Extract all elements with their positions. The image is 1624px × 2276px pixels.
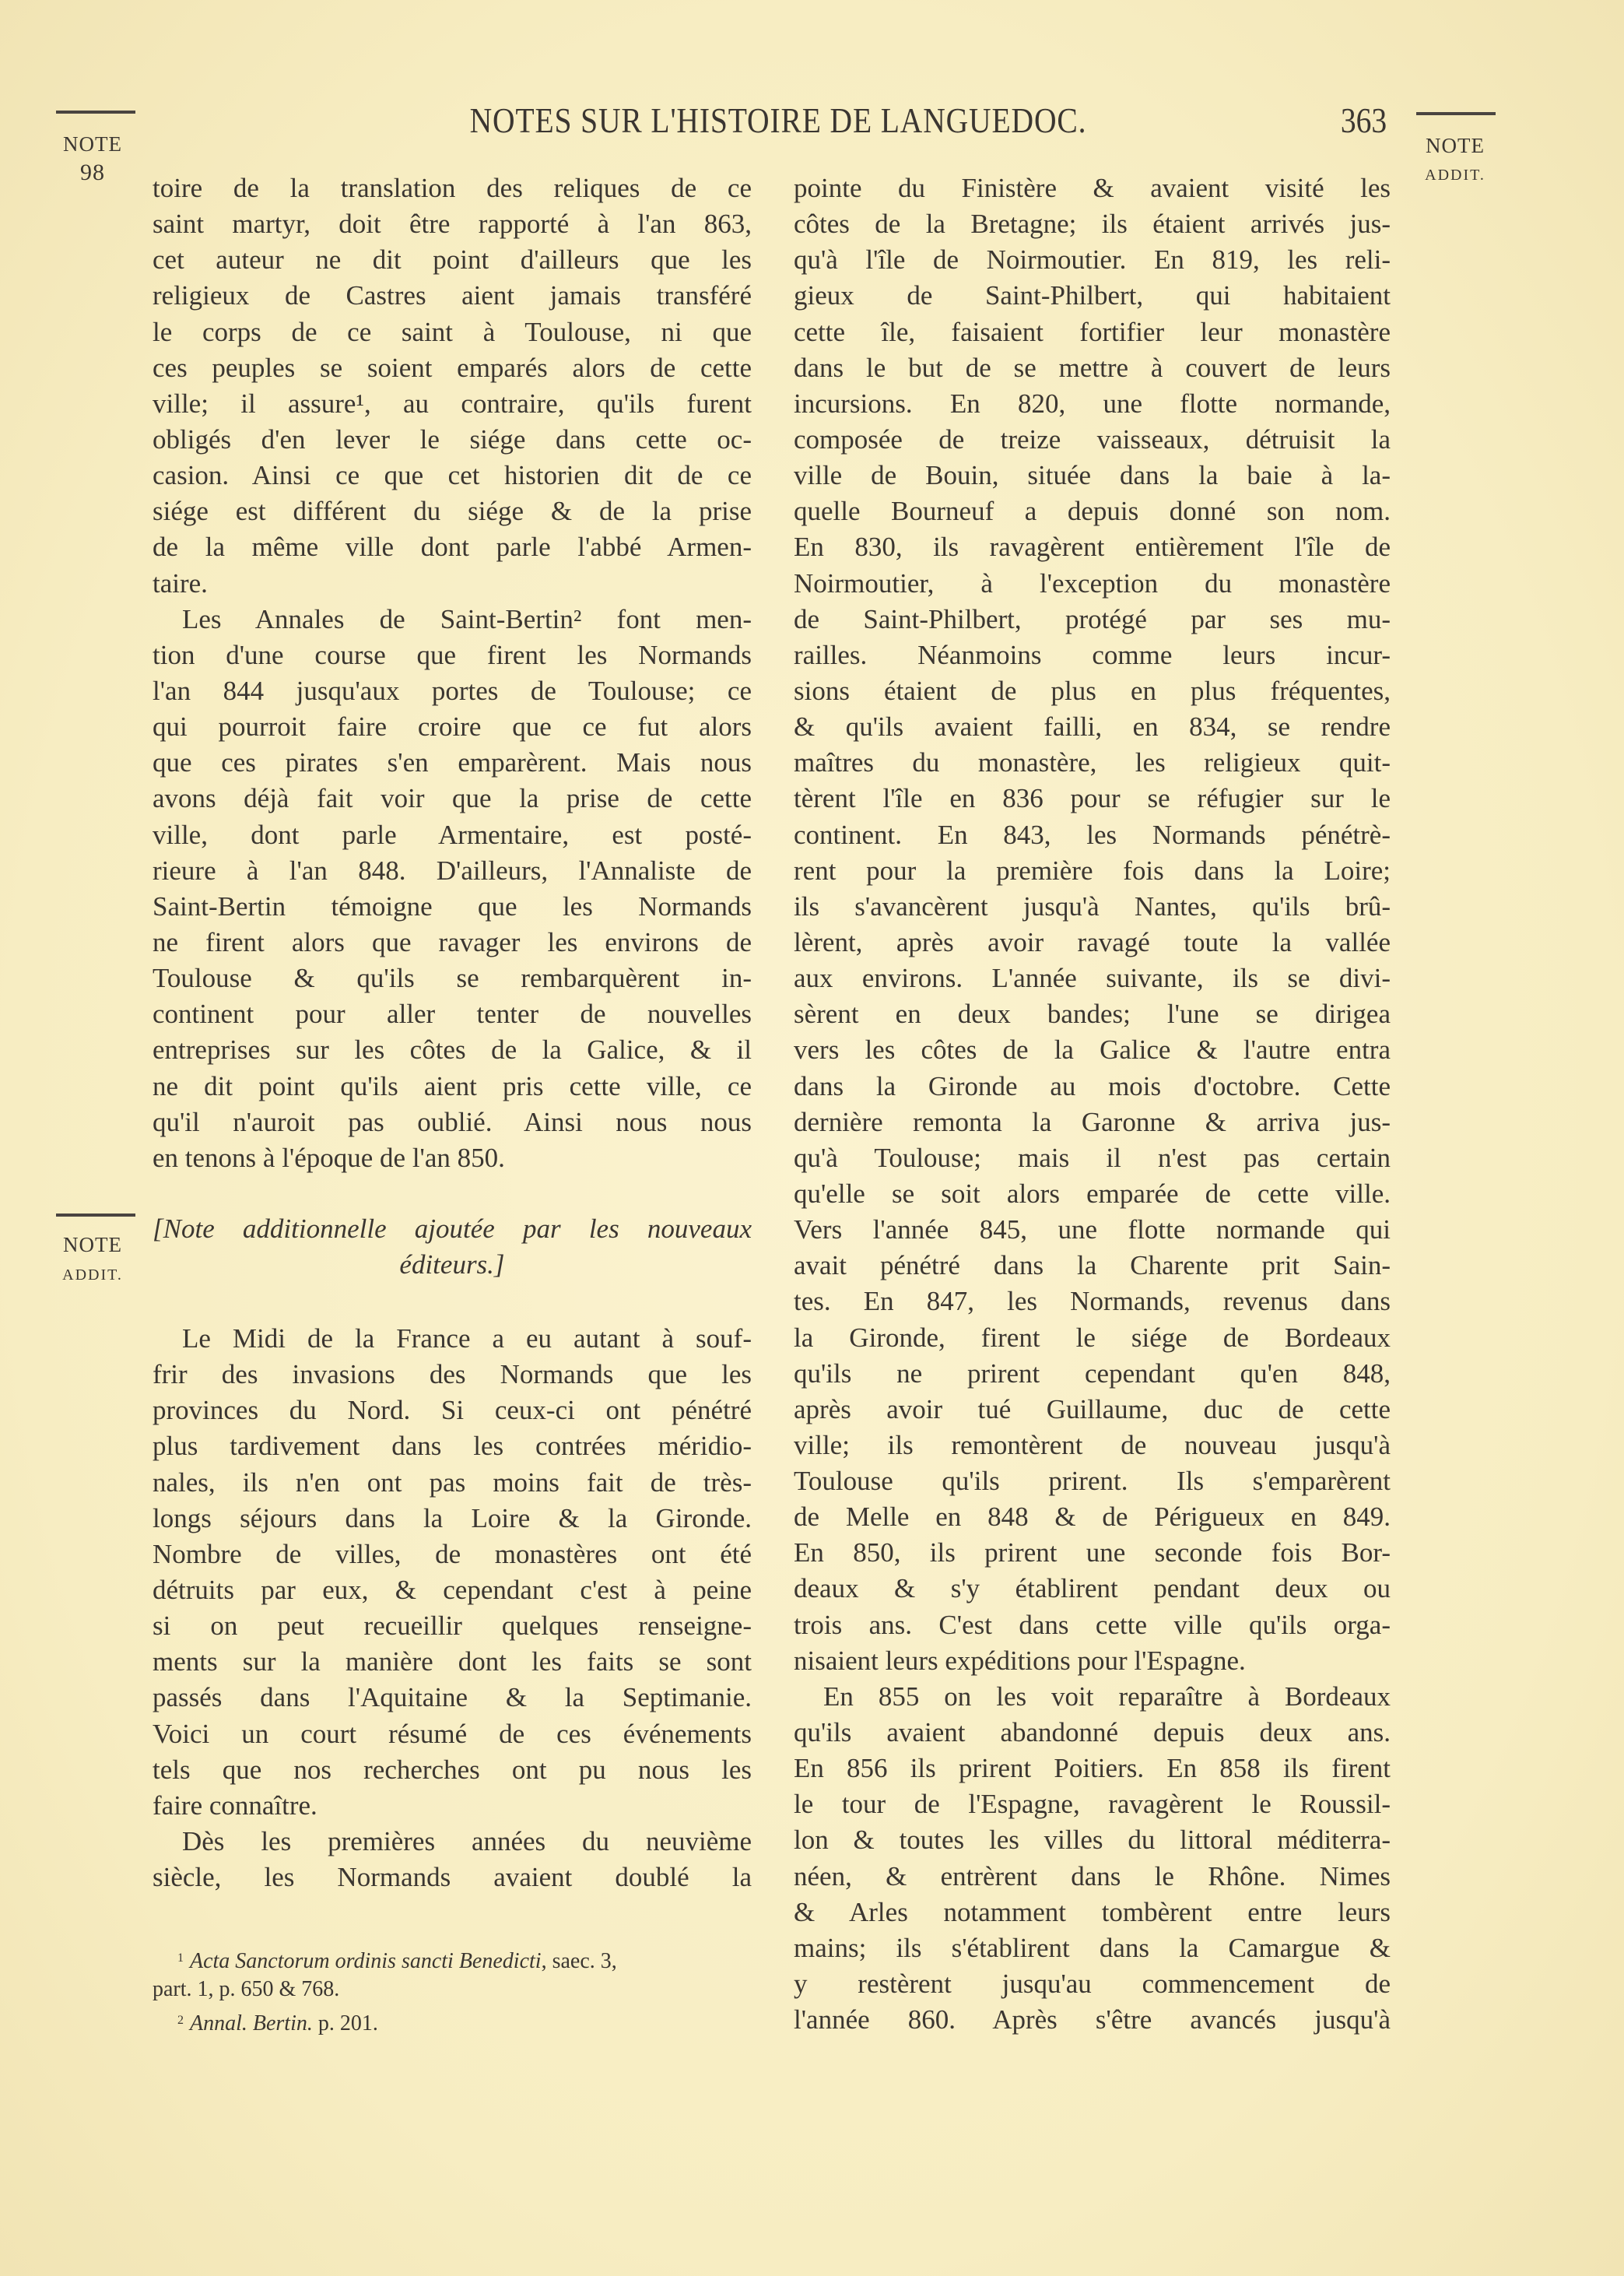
text-line: gieux de Saint-Philbert, qui habitaient [794,280,1391,311]
text-line: sèrent en deux bandes; l'une se dirigea [794,999,1391,1030]
footnote-mark: 2 [177,2014,184,2027]
text-line: ville; ils remontèrent de nouveau jusqu'à [794,1429,1391,1460]
text-line: & Arles notamment tombèrent entre leurs [794,1896,1391,1927]
text-line: vers les côtes de la Galice & l'autre entra [794,1034,1391,1066]
text-line: siége est différent du siége & de la prise [153,496,752,527]
text-line: cet auteur ne dit point d'ailleurs que les [153,244,752,276]
text-line: lon & toutes les villes du littoral méditerra- [794,1825,1391,1856]
text-line: En 830, ils ravagèrent entièrement l'île de [794,532,1391,563]
text-line: qu'ils ne prirent cependant qu'en 848, [794,1358,1391,1389]
footnotes [153,1943,752,2036]
running-head-title: NOTES SUR L'HISTOIRE DE LANGUEDOC. [469,100,1087,140]
heading-line: éditeurs.] [399,1249,505,1280]
text-line: tes. En 847, les Normands, revenus dans [794,1286,1391,1317]
text-line: toire de la translation des reliques de ce [153,173,752,203]
text-line: taire. [153,567,208,599]
text-line: ville; il assure¹, au contraire, qu'ils furent [153,388,752,419]
text-line: continent pour aller tenter de nouvelles [153,999,752,1030]
text-line: qu'il n'auroit pas oublié. Ainsi nous nous [153,1106,752,1137]
text-line: ne firent alors que ravager les environs de [153,926,752,957]
text-line: l'année 860. Après s'être avancés jusqu'à [794,2004,1391,2035]
text-line: l'an 844 jusqu'aux portes de Toulouse; ce [153,675,752,706]
text-line: siècle, les Normands avaient doublé la [153,1862,752,1893]
text-line: Le Midi de la France a eu autant à souf- [182,1323,752,1354]
text-line: Vers l'année 845, une flotte normande qui [794,1214,1391,1245]
text-line: y restèrent jusqu'au commencement de [794,1969,1391,2000]
text-line: le tour de l'Espagne, ravagèrent le Roussil- [794,1789,1391,1820]
text-line: Voici un court résumé de ces événements [153,1718,752,1749]
text-line: provinces du Nord. Si ceux-ci ont pénétré [153,1395,752,1426]
text-line: après avoir tué Guillaume, duc de cette [794,1393,1391,1424]
margin-rule [56,1214,135,1217]
text-line: pointe du Finistère & avaient visité les [794,173,1391,203]
footnote-title: Acta Sanctorum ordinis sancti Benedicti [190,1949,542,1973]
text-line: néen, & entrèrent dans le Rhône. Nimes [794,1860,1391,1891]
margin-rule [56,111,135,114]
text-line: de Saint-Philbert, protégé par ses mu- [794,603,1391,634]
footnote-2 [153,2005,752,2036]
text-line: sions étaient de plus en plus fréquentes, [794,675,1391,706]
margin-note-sub: ADDIT. [1425,167,1485,184]
text-line: continent. En 843, les Normands pénétrè- [794,819,1391,850]
text-line: Toulouse & qu'ils se rembarquèrent in- [153,963,752,994]
text-line: aux environs. L'année suivante, ils se divi- [794,963,1391,994]
text-line: Toulouse qu'ils prirent. Ils s'emparèrent [794,1466,1391,1497]
text-line: dans la Gironde au mois d'octobre. Cette [794,1070,1391,1101]
text-line: Noirmoutier, à l'exception du monastère [794,567,1391,599]
text-line: cette île, faisaient fortifier leur monastère [794,316,1391,347]
text-line: deaux & s'y établirent pendant deux ou [794,1573,1391,1604]
text-line: dans le but de se mettre à couvert de leurs [794,352,1391,383]
text-line: qu'à Toulouse; mais il n'est pas certain [794,1142,1391,1173]
text-line: mains; ils s'établirent dans la Camargue & [794,1932,1391,1963]
text-line: avons déjà fait voir que la prise de cette [153,783,752,814]
text-line: Nombre de villes, de monastères ont été [153,1538,752,1569]
text-line: saint martyr, doit être rapporté à l'an 863, [153,209,752,240]
text-line: En 855 on les voit reparaître à Bordeaux [823,1681,1391,1712]
text-line: & qu'ils avaient failli, en 834, se rendre [794,711,1391,743]
text-line: qu'ils avaient abandonné depuis deux ans. [794,1717,1391,1748]
text-line: qui pourroit faire croire que ce fut alors [153,711,752,743]
text-line: si on peut recueillir quelques renseigne- [153,1610,752,1642]
text-line: casion. Ainsi ce que cet historien dit de ce [153,460,752,491]
text-line: lèrent, après avoir ravagé toute la vallée [794,926,1391,957]
text-line: En 850, ils prirent une seconde fois Bor- [794,1537,1391,1568]
text-line: En 856 ils prirent Poitiers. En 858 ils firent [794,1753,1391,1784]
text-line: railles. Néanmoins comme leurs incur- [794,639,1391,670]
text-line: qu'à l'île de Noirmoutier. En 819, les reli- [794,244,1391,276]
text-line: ces peuples se soient emparés alors de cette [153,352,752,383]
right-column-text [794,170,1391,2038]
text-line: de la même ville dont parle l'abbé Armen- [153,532,752,563]
text-line: entreprises sur les côtes de la Galice, & il [153,1034,752,1066]
page-number: 363 [1340,100,1387,140]
text-line: longs séjours dans la Loire & la Gironde. [153,1502,752,1533]
text-line: en tenons à l'époque de l'an 850. [153,1142,505,1173]
footnote-1-cont: part. 1, p. 650 & 768. [153,1977,340,2001]
text-line: frir des invasions des Normands que les [153,1359,752,1390]
margin-note-label: NOTE [1426,134,1485,157]
text-line: ville de Bouin, située dans la baie à la- [794,460,1391,491]
margin-note-label: NOTE [63,1233,122,1256]
text-line: tèrent l'île en 836 pour se réfugier sur le [794,783,1391,814]
text-line: ments sur la manière dont les faits se sont [153,1646,752,1677]
text-line: détruits par eux, & cependant c'est à peine [153,1574,752,1605]
text-line: trois ans. C'est dans cette ville qu'ils orga- [794,1609,1391,1640]
text-line: avait pénétré dans la Charente prit Sain- [794,1250,1391,1281]
text-line: rieure à l'an 848. D'ailleurs, l'Annaliste de [153,855,752,886]
text-line: Les Annales de Saint-Bertin² font men- [182,603,752,634]
footnote-text: p. 201. [312,2011,378,2035]
text-line: rent pour la première fois dans la Loire; [794,855,1391,886]
text-line: tion d'une course que firent les Normands [153,639,752,670]
footnote-mark: 1 [177,1951,184,1965]
text-line: incursions. En 820, une flotte normande, [794,388,1391,419]
text-line: quelle Bourneuf a depuis donné son nom. [794,496,1391,527]
text-line: dernière remonta la Garonne & arriva jus- [794,1106,1391,1137]
footnote-1 [153,1943,752,1974]
footnote-text: , saec. 3, [541,1949,617,1973]
text-line: la Gironde, firent le siége de Bordeaux [794,1322,1391,1353]
additional-note-heading [153,1211,752,1283]
text-line: obligés d'en lever le siége dans cette oc- [153,423,752,455]
margin-rule [1416,112,1496,115]
margin-note-sub: ADDIT. [62,1266,123,1284]
text-line: tels que nos recherches ont pu nous les [153,1754,752,1785]
text-line: côtes de la Bretagne; ils étaient arrivés jus- [794,209,1391,240]
text-line: Saint-Bertin témoigne que les Normands [153,890,752,922]
text-line: religieux de Castres aient jamais transféré [153,280,752,311]
text-line: ne dit point qu'ils aient pris cette ville, ce [153,1070,752,1101]
text-line: Dès les premières années du neuvième [182,1825,752,1856]
text-line: composée de treize vaisseaux, détruisit la [794,423,1391,455]
heading-line: [Note additionnelle ajoutée par les nouveaux [153,1214,752,1244]
text-line: qu'elle se soit alors emparée de cette ville. [794,1178,1391,1209]
text-line: de Melle en 848 & de Périgueux en 849. [794,1502,1391,1533]
left-column-text-a [153,170,752,1176]
text-line: passés dans l'Aquitaine & la Septimanie. [153,1682,752,1713]
margin-note-number: 98 [80,160,105,185]
text-line: faire connaître. [153,1790,317,1821]
text-line: le corps de ce saint à Toulouse, ni que [153,316,752,347]
text-line: ils s'avancèrent jusqu'à Nantes, qu'ils brû- [794,890,1391,922]
text-line: maîtres du monastère, les religieux quit- [794,747,1391,778]
text-line: ville, dont parle Armentaire, est posté- [153,819,752,850]
margin-note-label: NOTE [63,132,122,156]
text-line: que ces pirates s'en emparèrent. Mais nous [153,747,752,778]
footnote-title: Annal. Bertin. [190,2011,313,2035]
text-line: plus tardivement dans les contrées méridio- [153,1431,752,1462]
text-line: nales, ils n'en ont pas moins fait de très- [153,1466,752,1498]
left-column-text-b [153,1321,752,1895]
text-line: nisaient leurs expéditions pour l'Espagne. [794,1645,1246,1676]
